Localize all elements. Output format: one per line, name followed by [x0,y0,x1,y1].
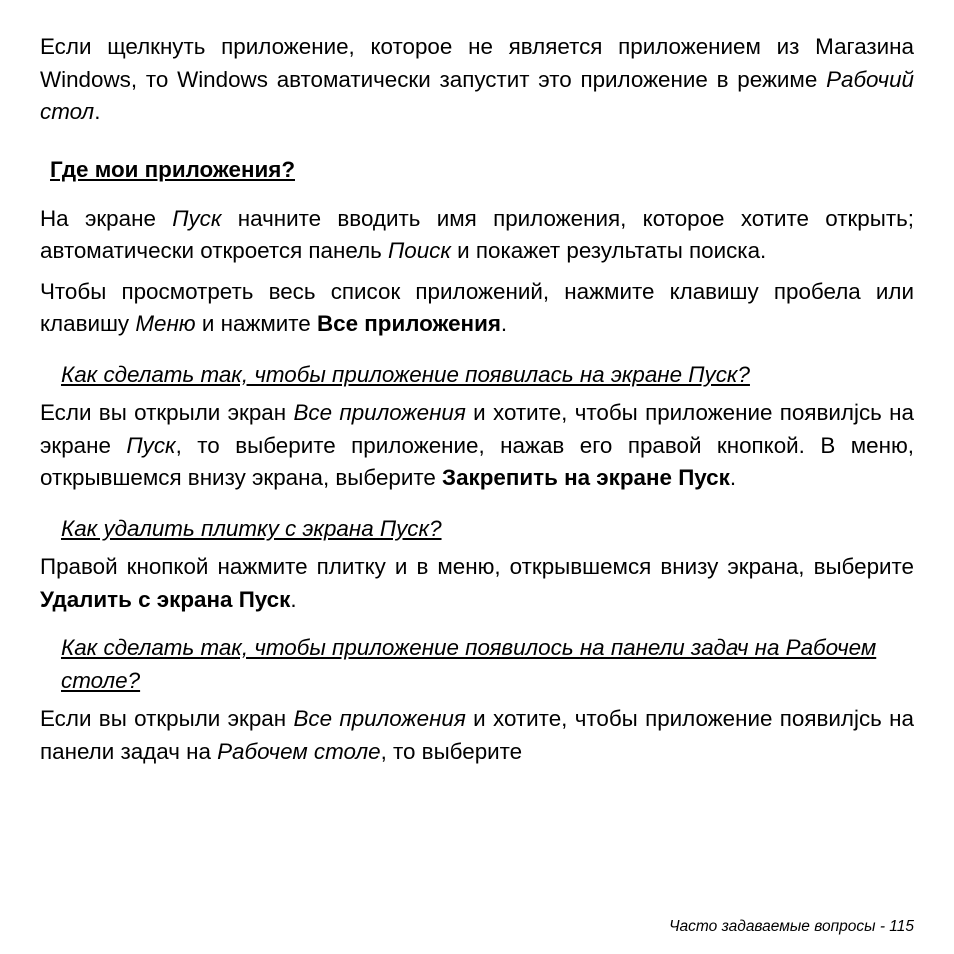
section-heading: Где мои приложения? [50,156,295,182]
paragraph-text: и хотите, чтобы приложение появилјсь на панели задач на [40,706,914,764]
paragraph-desktop-apps [40,31,914,129]
footer-section-title: Часто задаваемые вопросы - [669,918,890,935]
paragraph-remove-tile [40,551,914,616]
document-body [40,31,914,768]
emphasis-menu: Меню [135,311,196,336]
paragraph-text: Если вы открыли экран [40,400,294,425]
page-number: 115 [889,918,914,935]
emphasis-start: Пуск [172,205,222,231]
paragraph-text: и покажет результаты поиска. [450,238,767,263]
paragraph-text: . [729,465,737,490]
emphasis-all-apps: Все приложения [293,400,466,425]
paragraph-text: На экране [40,205,173,231]
paragraph-text: . [290,586,297,612]
strong-all-apps: Все приложения [316,311,501,336]
emphasis-desktop: Рабочий стол [40,66,914,124]
emphasis-search: Поиск [388,238,451,263]
question-pin-taskbar: Как сделать так, чтобы приложение появилось на панели задач на Рабочем столе? [61,635,877,693]
paragraph-text: Если вы открыли экран [40,706,294,731]
emphasis-desktop: Рабочем столе [217,738,381,764]
paragraph-text: Если щелкнуть приложение, которое не является приложением из Магазина Windows, то Windows автоматически запустит это приложение в режиме [40,34,914,92]
paragraph-text: и нажмите [195,311,317,336]
paragraph-text: Правой кнопкой нажмите плитку и в меню, открывшемся внизу экрана, выберите [40,554,914,579]
paragraph-text: , то выберите приложение, нажав его правой кнопкой. В меню, открывшемся внизу экрана, выберите [40,432,915,490]
emphasis-all-apps: Все приложения [293,706,466,731]
paragraph-all-apps [40,276,914,341]
question-pin-start: Как сделать так, чтобы приложение появилась на экране Пуск? [61,361,750,387]
paragraph-text: . [500,311,508,336]
paragraph-text: , то выберите [380,738,523,764]
emphasis-start: Пуск [126,432,176,458]
strong-unpin-start: Удалить с экрана Пуск [40,586,291,612]
paragraph-search [40,203,914,268]
paragraph-text: . [94,99,101,124]
strong-pin-start: Закрепить на экране Пуск [442,465,730,490]
paragraph-pin-start [40,397,914,495]
page-footer [669,917,914,937]
paragraph-pin-taskbar [40,703,914,768]
paragraph-text: и хотите, чтобы приложение появилјсь на экране [40,400,914,458]
paragraph-text: начните вводить имя приложения, которое хотите открыть; автоматически откроется панель [40,205,914,263]
question-remove-tile: Как удалить плитку с экрана Пуск? [61,515,442,541]
paragraph-text: Чтобы просмотреть весь список приложений, нажмите клавишу пробела или клавишу [40,278,914,336]
